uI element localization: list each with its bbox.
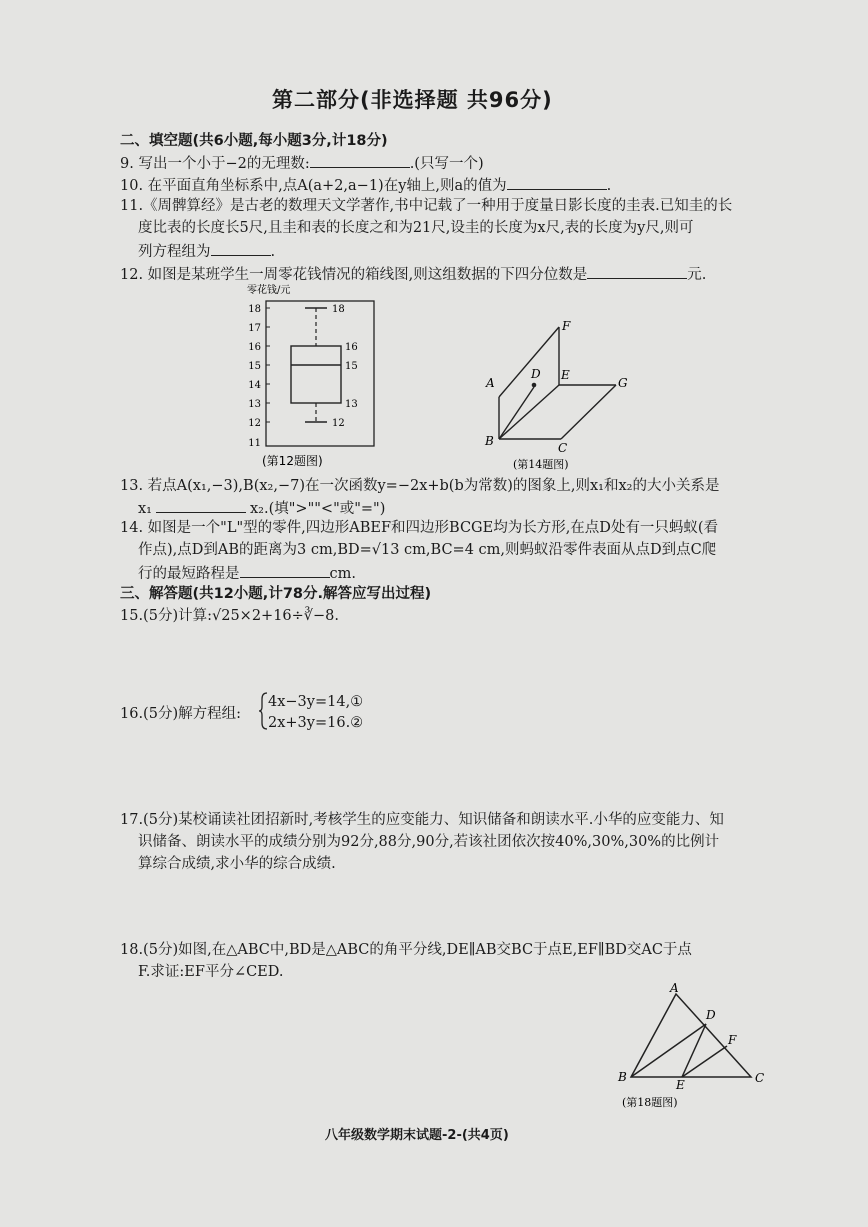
fig12-ylabel: 零花钱/元 bbox=[247, 285, 291, 296]
fig14-caption: (第14题图) bbox=[513, 458, 569, 471]
question-18-line1: 18.(5分)如图,在△ABC中,BD是△ABC的角平分线,DE∥AB交BC于点E,EF∥BD交AC于点 bbox=[120, 942, 692, 958]
answer-blank-14[interactable] bbox=[240, 562, 330, 578]
question-11-tail: . bbox=[270, 244, 276, 260]
fig18-caption: (第18题图) bbox=[622, 1096, 678, 1109]
fig18-label-d: D bbox=[706, 1008, 716, 1022]
question-13-line1: 13. 若点A(x₁,−3),B(x₂,−7)在一次函数y=−2x+b(b为常数)的图象上,则x₁和x₂的大小关系是 bbox=[120, 478, 720, 494]
section-answer-heading: 三、解答题(共12小题,计78分.解答应写出过程) bbox=[120, 586, 432, 602]
fig18-label-c: C bbox=[755, 1071, 765, 1085]
question-17-line2: 识储备、朗读水平的成绩分别为92分,88分,90分,若该社团依次按40%,30%,30%的比例计 bbox=[138, 834, 720, 850]
fig14-label-e: E bbox=[561, 368, 570, 382]
fig12-tick-18: 18 bbox=[248, 304, 261, 315]
question-11-line3 bbox=[138, 240, 275, 262]
question-16-prefix: 16.(5分)解方程组: bbox=[120, 706, 241, 722]
question-12-text: 12. 如图是某班学生一周零花钱情况的箱线图,则这组数据的下四分位数是 bbox=[120, 267, 588, 283]
question-9 bbox=[120, 152, 484, 174]
fig12-label-median: 15 bbox=[345, 361, 358, 372]
question-14-line3 bbox=[138, 562, 356, 584]
question-13-line2 bbox=[138, 497, 385, 519]
fig14-label-b: B bbox=[485, 434, 494, 448]
fig18-label-f: F bbox=[728, 1033, 737, 1047]
answer-blank-12[interactable] bbox=[587, 263, 687, 279]
fig14-label-c: C bbox=[558, 441, 568, 455]
fig12-label-q1: 13 bbox=[345, 399, 358, 410]
fig12-frame bbox=[266, 301, 374, 446]
answer-blank-9[interactable] bbox=[310, 152, 410, 168]
question-16-eq2: 2x+3y=16.② bbox=[268, 715, 364, 731]
fig12-tick-12: 12 bbox=[248, 418, 261, 429]
fig12-tick-17: 17 bbox=[248, 323, 261, 334]
fig14-point-d bbox=[532, 383, 537, 388]
question-11-line1: 11.《周髀算经》是古老的数理天文学著作,书中记载了一种用于度量日影长度的圭表.已知圭的长 bbox=[120, 198, 733, 214]
section-fill-blank-heading: 二、填空题(共6小题,每小题3分,计18分) bbox=[120, 133, 388, 149]
fig12-caption: (第12题图) bbox=[262, 454, 323, 468]
fig18-label-b: B bbox=[618, 1070, 627, 1084]
fig12-tick-16: 16 bbox=[248, 342, 261, 353]
fig18-label-e: E bbox=[676, 1078, 685, 1092]
question-15: 15.(5分)计算:√25×2+16÷∛−8. bbox=[120, 608, 340, 624]
question-10-tail: . bbox=[606, 178, 612, 194]
answer-blank-10[interactable] bbox=[507, 174, 607, 190]
page-footer: 八年级数学期末试题-2-(共4页) bbox=[325, 1128, 509, 1143]
figure-18-triangle bbox=[610, 982, 780, 1117]
fig12-tick-14: 14 bbox=[248, 380, 261, 391]
fig14-label-d: D bbox=[531, 367, 541, 381]
fig14-label-f: F bbox=[562, 319, 571, 333]
question-12 bbox=[120, 263, 706, 285]
fig12-tick-13: 13 bbox=[248, 399, 261, 410]
question-12-tail: 元. bbox=[687, 267, 707, 283]
fig14-label-g: G bbox=[618, 376, 628, 390]
figure-12-boxplot bbox=[235, 282, 385, 472]
question-14-text: 行的最短路程是 bbox=[138, 566, 240, 582]
answer-blank-11[interactable] bbox=[211, 240, 271, 256]
question-9-text: 9. 写出一个小于−2的无理数: bbox=[120, 156, 310, 172]
question-13-x2: x₂.(填">""<"或"=") bbox=[250, 501, 386, 517]
figure-14-l-shape bbox=[478, 315, 648, 475]
question-14-tail: cm. bbox=[329, 566, 356, 582]
question-10 bbox=[120, 174, 611, 196]
question-11-text: 列方程组为 bbox=[138, 244, 211, 260]
question-16-brace bbox=[258, 691, 268, 731]
fig12-label-min: 12 bbox=[332, 418, 345, 429]
fig12-label-q3: 16 bbox=[345, 342, 358, 353]
answer-blank-13[interactable] bbox=[156, 497, 246, 513]
fig18-label-a: A bbox=[670, 982, 679, 995]
question-10-text: 10. 在平面直角坐标系中,点A(a+2,a−1)在y轴上,则a的值为 bbox=[120, 178, 507, 194]
question-16-eq1: 4x−3y=14,① bbox=[268, 694, 364, 710]
fig12-tick-15: 15 bbox=[248, 361, 261, 372]
question-11-line2: 度比表的长度长5尺,且圭和表的长度之和为21尺,设圭的长度为x尺,表的长度为y尺,则可 bbox=[138, 220, 694, 236]
fig12-tick-11: 11 bbox=[248, 438, 261, 449]
question-9-tail: .(只写一个) bbox=[409, 156, 484, 172]
question-14-line2: 作点),点D到AB的距离为3 cm,BD=√13 cm,BC=4 cm,则蚂蚁沿零件表面从点D到点C爬 bbox=[138, 542, 717, 558]
fig14-label-a: A bbox=[486, 376, 495, 390]
fig12-box bbox=[291, 346, 341, 403]
question-17-line1: 17.(5分)某校诵读社团招新时,考核学生的应变能力、知识储备和朗读水平.小华的应变能力、知 bbox=[120, 812, 724, 828]
question-18-line2: F.求证:EF平分∠CED. bbox=[138, 964, 284, 980]
question-13-x1: x₁ bbox=[138, 501, 152, 517]
question-17-line3: 算综合成绩,求小华的综合成绩. bbox=[138, 856, 336, 872]
page-title: 第二部分(非选择题 共96分) bbox=[272, 88, 553, 112]
question-14-line1: 14. 如图是一个"L"型的零件,四边形ABEF和四边形BCGE均为长方形,在点D处有一只蚂蚁(看 bbox=[120, 520, 719, 536]
fig12-label-max: 18 bbox=[332, 304, 345, 315]
